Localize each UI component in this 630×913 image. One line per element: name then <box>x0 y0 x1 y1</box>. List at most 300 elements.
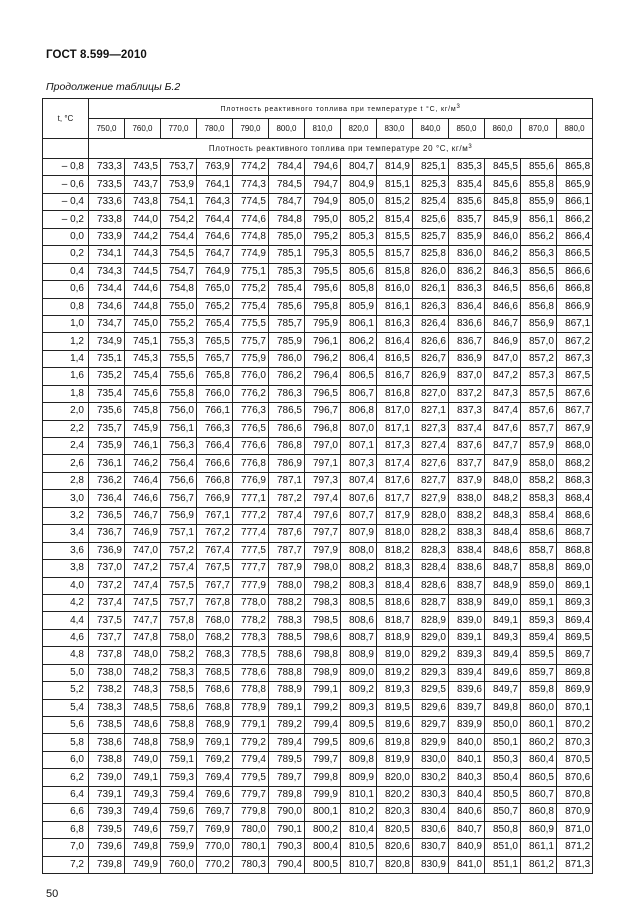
density-cell: 754,8 <box>161 281 197 298</box>
density-cell: 871,2 <box>557 839 593 856</box>
temperature-cell: 5,6 <box>43 717 89 734</box>
density-cell: 795,6 <box>305 281 341 298</box>
density-cell: 825,3 <box>413 176 449 193</box>
density-cell: 743,5 <box>125 159 161 176</box>
density-cell: 870,6 <box>557 769 593 786</box>
density-cell: 806,8 <box>341 403 377 420</box>
density-cell: 838,7 <box>449 577 485 594</box>
table-row <box>43 350 593 367</box>
table-row <box>43 612 593 629</box>
density-cell: 757,7 <box>161 594 197 611</box>
density-column-header: 820,0 <box>341 119 377 139</box>
density-cell: 805,8 <box>341 281 377 298</box>
density-cell: 839,3 <box>449 647 485 664</box>
density-cell: 784,4 <box>269 159 305 176</box>
density-cell: 744,5 <box>125 263 161 280</box>
density-cell: 856,9 <box>521 315 557 332</box>
density-cell: 869,3 <box>557 594 593 611</box>
density-cell: 736,4 <box>89 490 125 507</box>
density-cell: 857,9 <box>521 438 557 455</box>
density-cell: 733,9 <box>89 228 125 245</box>
density-cell: 747,2 <box>125 560 161 577</box>
density-cell: 797,7 <box>305 525 341 542</box>
density-cell: 749,1 <box>125 769 161 786</box>
density-cell: 839,6 <box>449 682 485 699</box>
density-cell: 830,2 <box>413 769 449 786</box>
temperature-cell: 1,2 <box>43 333 89 350</box>
density-cell: 815,1 <box>377 176 413 193</box>
density-cell: 857,6 <box>521 403 557 420</box>
density-column-header: 790,0 <box>233 119 269 139</box>
density-cell: 829,9 <box>413 734 449 751</box>
density-cell: 735,4 <box>89 385 125 402</box>
density-cell: 871,3 <box>557 856 593 873</box>
density-cell: 757,2 <box>161 542 197 559</box>
density-cell: 789,8 <box>269 786 305 803</box>
density-cell: 744,6 <box>125 281 161 298</box>
density-cell: 856,8 <box>521 298 557 315</box>
density-cell: 784,5 <box>269 176 305 193</box>
density-cell: 826,7 <box>413 350 449 367</box>
density-cell: 768,2 <box>197 629 233 646</box>
density-cell: 820,3 <box>377 804 413 821</box>
density-cell: 860,9 <box>521 821 557 838</box>
density-cell: 790,0 <box>269 804 305 821</box>
density-cell: 806,5 <box>341 368 377 385</box>
density-cell: 856,6 <box>521 281 557 298</box>
density-cell: 838,4 <box>449 542 485 559</box>
temperature-cell: 1,8 <box>43 385 89 402</box>
density-cell: 786,3 <box>269 385 305 402</box>
density-cell: 828,4 <box>413 560 449 577</box>
density-cell: 815,5 <box>377 228 413 245</box>
density-cell: 756,3 <box>161 438 197 455</box>
density-cell: 806,1 <box>341 315 377 332</box>
density-cell: 785,6 <box>269 298 305 315</box>
density-cell: 733,5 <box>89 176 125 193</box>
density-cell: 836,0 <box>449 246 485 263</box>
density-cell: 745,1 <box>125 333 161 350</box>
density-cell: 745,3 <box>125 350 161 367</box>
density-cell: 871,0 <box>557 821 593 838</box>
density-cell: 735,1 <box>89 350 125 367</box>
density-cell: 749,6 <box>125 821 161 838</box>
density-cell: 767,8 <box>197 594 233 611</box>
density-cell: 779,2 <box>233 734 269 751</box>
density-cell: 866,2 <box>557 211 593 228</box>
table-row <box>43 333 593 350</box>
density-cell: 757,5 <box>161 577 197 594</box>
density-cell: 858,8 <box>521 560 557 577</box>
table-row <box>43 211 593 228</box>
density-cell: 800,4 <box>305 839 341 856</box>
density-cell: 744,3 <box>125 246 161 263</box>
density-cell: 860,1 <box>521 717 557 734</box>
density-cell: 768,0 <box>197 612 233 629</box>
density-cell: 810,1 <box>341 786 377 803</box>
density-cell: 868,0 <box>557 438 593 455</box>
density-cell: 777,4 <box>233 525 269 542</box>
density-cell: 849,1 <box>485 612 521 629</box>
density-cell: 849,6 <box>485 664 521 681</box>
table-row <box>43 525 593 542</box>
density-cell: 841,0 <box>449 856 485 873</box>
density-cell: 827,9 <box>413 490 449 507</box>
temperature-cell: 5,0 <box>43 664 89 681</box>
temperature-cell: 7,0 <box>43 839 89 856</box>
density-cell: 817,4 <box>377 455 413 472</box>
density-cell: 794,6 <box>305 159 341 176</box>
density-cell: 789,2 <box>269 717 305 734</box>
table-row <box>43 786 593 803</box>
density-cell: 775,9 <box>233 350 269 367</box>
density-cell: 829,6 <box>413 699 449 716</box>
density-cell: 784,7 <box>269 193 305 210</box>
table-row <box>43 856 593 873</box>
density-cell: 758,2 <box>161 647 197 664</box>
density-cell: 830,3 <box>413 786 449 803</box>
density-cell: 790,3 <box>269 839 305 856</box>
temperature-cell: 5,8 <box>43 734 89 751</box>
density-cell: 788,5 <box>269 629 305 646</box>
density-cell: 846,0 <box>485 228 521 245</box>
density-cell: 820,6 <box>377 839 413 856</box>
density-cell: 840,1 <box>449 751 485 768</box>
density-cell: 860,5 <box>521 769 557 786</box>
density-cell: 806,2 <box>341 333 377 350</box>
density-cell: 855,9 <box>521 193 557 210</box>
density-cell: 808,7 <box>341 629 377 646</box>
density-cell: 778,3 <box>233 629 269 646</box>
density-cell: 795,5 <box>305 263 341 280</box>
density-cell: 746,4 <box>125 472 161 489</box>
density-cell: 788,9 <box>269 682 305 699</box>
table-row <box>43 804 593 821</box>
density-cell: 867,9 <box>557 420 593 437</box>
density-cell: 739,0 <box>89 769 125 786</box>
density-cell: 817,1 <box>377 420 413 437</box>
density-cell: 756,1 <box>161 420 197 437</box>
density-cell: 774,2 <box>233 159 269 176</box>
density-cell: 764,9 <box>197 263 233 280</box>
density-cell: 754,4 <box>161 228 197 245</box>
density-cell: 765,0 <box>197 281 233 298</box>
density-cell: 817,3 <box>377 438 413 455</box>
density-cell: 798,6 <box>305 629 341 646</box>
temperature-cell: 3,8 <box>43 560 89 577</box>
density-cell: 827,3 <box>413 420 449 437</box>
density-cell: 805,6 <box>341 263 377 280</box>
density-cell: 770,2 <box>197 856 233 873</box>
density-cell: 830,7 <box>413 839 449 856</box>
density-cell: 828,7 <box>413 594 449 611</box>
density-cell: 839,7 <box>449 699 485 716</box>
density-cell: 747,5 <box>125 594 161 611</box>
density-cell: 758,5 <box>161 682 197 699</box>
density-cell: 776,8 <box>233 455 269 472</box>
density-cell: 796,7 <box>305 403 341 420</box>
density-cell: 845,6 <box>485 176 521 193</box>
density-cell: 826,1 <box>413 281 449 298</box>
density-cell: 736,2 <box>89 472 125 489</box>
temperature-cell: 7,2 <box>43 856 89 873</box>
density-cell: 837,2 <box>449 385 485 402</box>
density-cell: 748,5 <box>125 699 161 716</box>
density-cell: 759,9 <box>161 839 197 856</box>
density-cell: 737,8 <box>89 647 125 664</box>
header-text: Плотность реактивного топлива при температуре t °C, кг/м <box>220 106 457 113</box>
density-cell: 835,7 <box>449 211 485 228</box>
density-cell: 745,6 <box>125 385 161 402</box>
density-cell: 818,2 <box>377 542 413 559</box>
density-column-header: 770,0 <box>161 119 197 139</box>
density-cell: 744,8 <box>125 298 161 315</box>
density-range-header <box>89 99 593 119</box>
density-cell: 805,3 <box>341 228 377 245</box>
density-cell: 840,3 <box>449 769 485 786</box>
density-cell: 778,6 <box>233 664 269 681</box>
density-cell: 799,8 <box>305 769 341 786</box>
density-cell: 825,1 <box>413 159 449 176</box>
table-caption: Продолжение таблицы Б.2 <box>46 81 181 93</box>
temperature-cell: – 0,8 <box>43 159 89 176</box>
density-cell: 860,0 <box>521 699 557 716</box>
density-cell: 779,7 <box>233 786 269 803</box>
density-cell: 788,3 <box>269 612 305 629</box>
density-cell: 810,2 <box>341 804 377 821</box>
density-cell: 819,2 <box>377 664 413 681</box>
density-cell: 818,4 <box>377 577 413 594</box>
density-cell: 814,9 <box>377 159 413 176</box>
density-cell: 769,4 <box>197 769 233 786</box>
density-cell: 739,5 <box>89 821 125 838</box>
density-cell: 766,0 <box>197 385 233 402</box>
density-cell: 837,0 <box>449 368 485 385</box>
density-cell: 846,6 <box>485 298 521 315</box>
density-cell: 866,5 <box>557 246 593 263</box>
density-cell: 774,9 <box>233 246 269 263</box>
density-cell: 847,2 <box>485 368 521 385</box>
density-cell: 805,2 <box>341 211 377 228</box>
density-cell: 733,8 <box>89 211 125 228</box>
density-cell: 777,7 <box>233 560 269 577</box>
density-cell: 758,9 <box>161 734 197 751</box>
density-cell: 861,2 <box>521 856 557 873</box>
density-cell: 776,3 <box>233 403 269 420</box>
density-cell: 847,3 <box>485 385 521 402</box>
density-cell: 840,9 <box>449 839 485 856</box>
density-cell: 830,9 <box>413 856 449 873</box>
density-cell: 784,8 <box>269 211 305 228</box>
density-cell: 744,0 <box>125 211 161 228</box>
density-cell: 766,4 <box>197 438 233 455</box>
density-cell: 777,5 <box>233 542 269 559</box>
density-cell: 737,5 <box>89 612 125 629</box>
density-cell: 860,8 <box>521 804 557 821</box>
density-cell: 735,6 <box>89 403 125 420</box>
density-cell: 798,3 <box>305 594 341 611</box>
temperature-cell: 4,0 <box>43 577 89 594</box>
density-cell: 754,5 <box>161 246 197 263</box>
density-cell: 809,0 <box>341 664 377 681</box>
table-row <box>43 472 593 489</box>
density-cell: 790,1 <box>269 821 305 838</box>
density-cell: 796,5 <box>305 385 341 402</box>
density-cell: 818,9 <box>377 629 413 646</box>
density-cell: 867,5 <box>557 368 593 385</box>
density-cell: 765,7 <box>197 350 233 367</box>
density-cell: 826,4 <box>413 315 449 332</box>
density-cell: 826,6 <box>413 333 449 350</box>
density-cell: 785,4 <box>269 281 305 298</box>
density-cell: 780,0 <box>233 821 269 838</box>
density-cell: 768,3 <box>197 647 233 664</box>
density-cell: 794,9 <box>305 193 341 210</box>
density-cell: 749,3 <box>125 786 161 803</box>
density-cell: 838,6 <box>449 560 485 577</box>
density-cell: 849,0 <box>485 594 521 611</box>
density-cell: 757,4 <box>161 560 197 577</box>
density-cell: 778,5 <box>233 647 269 664</box>
density-cell: 830,4 <box>413 804 449 821</box>
density-cell: 778,8 <box>233 682 269 699</box>
density-cell: 743,8 <box>125 193 161 210</box>
density-cell: 767,4 <box>197 542 233 559</box>
density-cell: 856,3 <box>521 246 557 263</box>
density-cell: 786,9 <box>269 455 305 472</box>
density-cell: 846,2 <box>485 246 521 263</box>
density-cell: 787,1 <box>269 472 305 489</box>
table-row <box>43 594 593 611</box>
density-cell: 810,7 <box>341 856 377 873</box>
density-cell: 786,6 <box>269 420 305 437</box>
density-cell: 870,9 <box>557 804 593 821</box>
density-cell: 759,7 <box>161 821 197 838</box>
density-cell: 798,2 <box>305 577 341 594</box>
density-cell: 867,6 <box>557 385 593 402</box>
density-cell: 816,1 <box>377 298 413 315</box>
density-cell: 816,8 <box>377 385 413 402</box>
density-column-header: 780,0 <box>197 119 233 139</box>
density-cell: 850,8 <box>485 821 521 838</box>
density-cell: 840,6 <box>449 804 485 821</box>
temperature-cell: 0,4 <box>43 263 89 280</box>
temperature-cell: 1,0 <box>43 315 89 332</box>
density-cell: 809,3 <box>341 699 377 716</box>
density-cell: 818,6 <box>377 594 413 611</box>
density-cell: 736,1 <box>89 455 125 472</box>
density-cell: 836,7 <box>449 333 485 350</box>
density-cell: 746,9 <box>125 525 161 542</box>
density-cell: 837,4 <box>449 420 485 437</box>
temperature-cell: 6,0 <box>43 751 89 768</box>
temperature-cell: 1,4 <box>43 350 89 367</box>
density-cell: 826,3 <box>413 298 449 315</box>
density-cell: 827,7 <box>413 472 449 489</box>
density-cell: 869,0 <box>557 560 593 577</box>
density-cell: 799,2 <box>305 699 341 716</box>
density-cell: 855,6 <box>521 159 557 176</box>
density-column-header: 860,0 <box>485 119 521 139</box>
table-row <box>43 298 593 315</box>
density-cell: 756,7 <box>161 490 197 507</box>
density-cell: 797,0 <box>305 438 341 455</box>
density-cell: 745,9 <box>125 420 161 437</box>
density-cell: 778,0 <box>233 594 269 611</box>
density-cell: 869,9 <box>557 682 593 699</box>
density-cell: 786,8 <box>269 438 305 455</box>
density-cell: 820,2 <box>377 786 413 803</box>
density-cell: 788,2 <box>269 594 305 611</box>
table-row <box>43 769 593 786</box>
density-cell: 795,3 <box>305 246 341 263</box>
density-cell: 766,9 <box>197 490 233 507</box>
density-cell: 849,7 <box>485 682 521 699</box>
density-cell: 830,0 <box>413 751 449 768</box>
density-cell: 757,8 <box>161 612 197 629</box>
density-cell: 806,7 <box>341 385 377 402</box>
temperature-cell: 6,4 <box>43 786 89 803</box>
density-cell: 796,8 <box>305 420 341 437</box>
density-cell: 866,6 <box>557 263 593 280</box>
density-cell: 839,0 <box>449 612 485 629</box>
density-cell: 798,0 <box>305 560 341 577</box>
density-cell: 755,6 <box>161 368 197 385</box>
density-cell: 856,1 <box>521 211 557 228</box>
density-cell: 839,4 <box>449 664 485 681</box>
density-cell: 775,1 <box>233 263 269 280</box>
temperature-cell: 0,0 <box>43 228 89 245</box>
density-cell: 790,4 <box>269 856 305 873</box>
density-cell: 807,6 <box>341 490 377 507</box>
density-cell: 743,7 <box>125 176 161 193</box>
temperature-cell: 5,2 <box>43 682 89 699</box>
density-column-header: 870,0 <box>521 119 557 139</box>
density-cell: 756,4 <box>161 455 197 472</box>
density-cell: 828,6 <box>413 577 449 594</box>
density-cell: 775,2 <box>233 281 269 298</box>
density-cell: 835,3 <box>449 159 485 176</box>
density-cell: 836,4 <box>449 298 485 315</box>
temperature-cell: 2,4 <box>43 438 89 455</box>
density-cell: 798,8 <box>305 647 341 664</box>
density-cell: 749,8 <box>125 839 161 856</box>
unit-superscript: 3 <box>468 144 473 150</box>
density-cell: 787,4 <box>269 507 305 524</box>
density-cell: 748,6 <box>125 717 161 734</box>
density-cell: 785,9 <box>269 333 305 350</box>
page-number: 50 <box>46 888 59 900</box>
density-cell: 820,8 <box>377 856 413 873</box>
density-cell: 804,9 <box>341 176 377 193</box>
table-row <box>43 560 593 577</box>
density-cell: 766,1 <box>197 403 233 420</box>
density-cell: 828,0 <box>413 507 449 524</box>
density-cell: 850,5 <box>485 786 521 803</box>
table-row <box>43 682 593 699</box>
density-cell: 796,1 <box>305 333 341 350</box>
density-cell: 848,0 <box>485 472 521 489</box>
density-cell: 746,1 <box>125 438 161 455</box>
table-row <box>43 629 593 646</box>
density-cell: 769,1 <box>197 734 233 751</box>
density-cell: 755,8 <box>161 385 197 402</box>
density-cell: 735,9 <box>89 438 125 455</box>
density-cell: 866,9 <box>557 298 593 315</box>
temperature-cell: – 0,4 <box>43 193 89 210</box>
density-cell: 816,3 <box>377 315 413 332</box>
density-column-header: 830,0 <box>377 119 413 139</box>
